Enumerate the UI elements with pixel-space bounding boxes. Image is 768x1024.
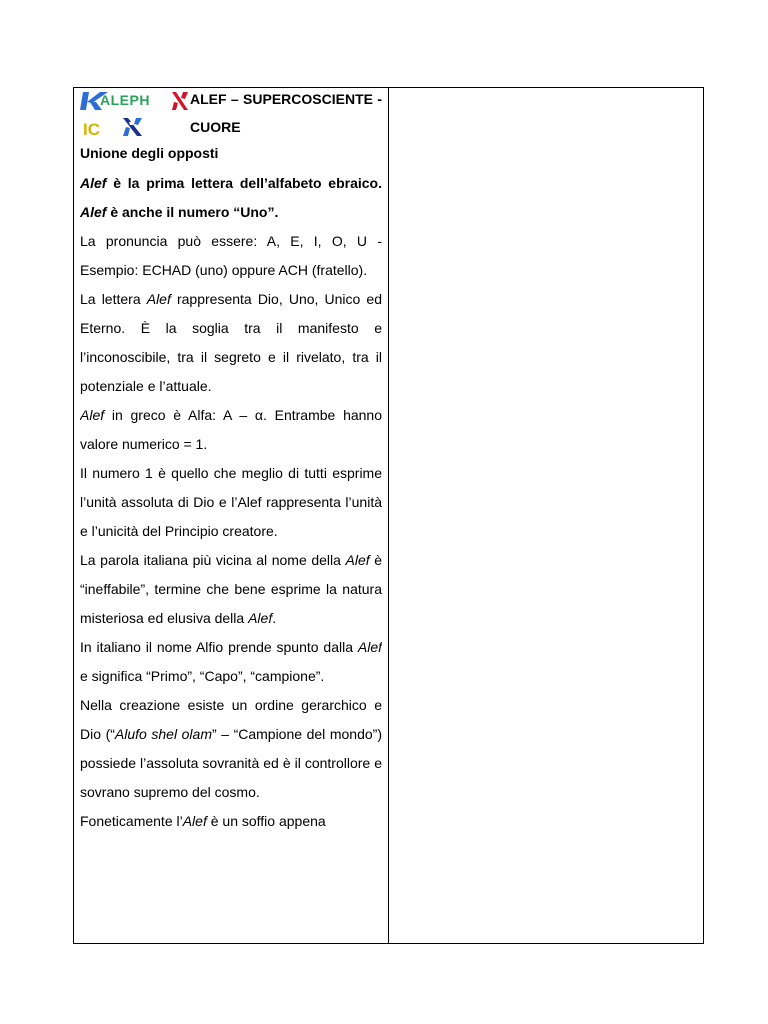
- text-span: è la prima lettera dell’alfabeto ebraico.: [106, 175, 382, 191]
- section-heading: Unione degli opposti: [80, 145, 219, 161]
- alef-term: Alef: [248, 610, 273, 626]
- alef-term: Alef: [80, 407, 105, 423]
- text-span: La parola italiana più vicina al nome della: [80, 552, 346, 568]
- right-cell-empty: [390, 88, 703, 943]
- text-span: è un soffio appena: [206, 813, 326, 829]
- paragraph-lettera: [80, 285, 382, 401]
- title-cuore: CUORE: [190, 119, 241, 135]
- text-span: .: [272, 610, 277, 626]
- alef-term: Alef: [80, 204, 107, 220]
- logo-aleph-text: ALEPH: [100, 92, 150, 108]
- text-span: ” – “Campione del mondo”) possiede l’assoluta sovranità ed è il controllore e sovrano supremo del cosmo.: [80, 726, 382, 800]
- text-span: è “ineffabile”, termine che bene esprime la natura misteriosa ed elusiva della: [80, 552, 382, 626]
- header: [80, 88, 382, 141]
- text-span: rappresenta Dio, Uno, Unico ed Eterno. È la soglia tra il manifesto e l’inconoscibile, tra il segreto e il rivelato, tra il potenziale e l’attuale.: [80, 291, 382, 394]
- alef-term: Alef: [146, 291, 171, 307]
- column-divider: [388, 88, 389, 943]
- text-span: Nella creazione esiste un ordine gerarchico e Dio (“: [80, 697, 382, 742]
- paragraph-numero: Il numero 1 è quello che meglio di tutti esprime l’unità assoluta di Dio e l’Alef rappresenta l’unità e l’unicità del Principio creatore.: [80, 465, 382, 539]
- intro-paragraph: [80, 169, 382, 227]
- alufo-term: Alufo shel olam: [114, 726, 212, 742]
- red-aleph-icon: [170, 90, 190, 112]
- logo-ic-text: IC: [83, 120, 100, 139]
- title-supercosciente: SUPERCOSCIENTE: [243, 91, 373, 107]
- paragraph-fonetica: [80, 807, 382, 836]
- left-cell: [80, 88, 382, 943]
- paragraph-greco: [80, 401, 382, 459]
- body-text: [80, 227, 382, 836]
- blue-aleph-icon: [120, 116, 146, 138]
- alef-term: Alef: [345, 552, 370, 568]
- alef-term: Alef: [182, 813, 207, 829]
- alef-term: Alef: [80, 175, 107, 191]
- title-alef: ALEF: [190, 91, 227, 107]
- page-title: [190, 90, 382, 136]
- title-dash: -: [377, 91, 382, 107]
- paragraph-creazione: [80, 691, 382, 807]
- text-span: e significa “Primo”, “Capo”, “campione”.: [80, 668, 325, 684]
- paragraph-parola: [80, 546, 382, 633]
- paragraph-pronuncia: La pronuncia può essere: A, E, I, O, U - Esempio: ECHAD (uno) oppure ACH (fratello).: [80, 233, 382, 278]
- paragraph-alfio: [80, 633, 382, 691]
- text-span: La lettera: [80, 291, 147, 307]
- document-table: [73, 87, 704, 944]
- title-dash: –: [230, 91, 239, 107]
- alef-term: Alef: [357, 639, 382, 655]
- text-span: è anche il numero “Uno”.: [106, 204, 279, 220]
- text-span: in greco è Alfa: A – α. Entrambe hanno valore numerico = 1.: [80, 407, 382, 452]
- text-span: In italiano il nome Alfio prende spunto dalla: [80, 639, 358, 655]
- text-span: Foneticamente l’: [80, 813, 183, 829]
